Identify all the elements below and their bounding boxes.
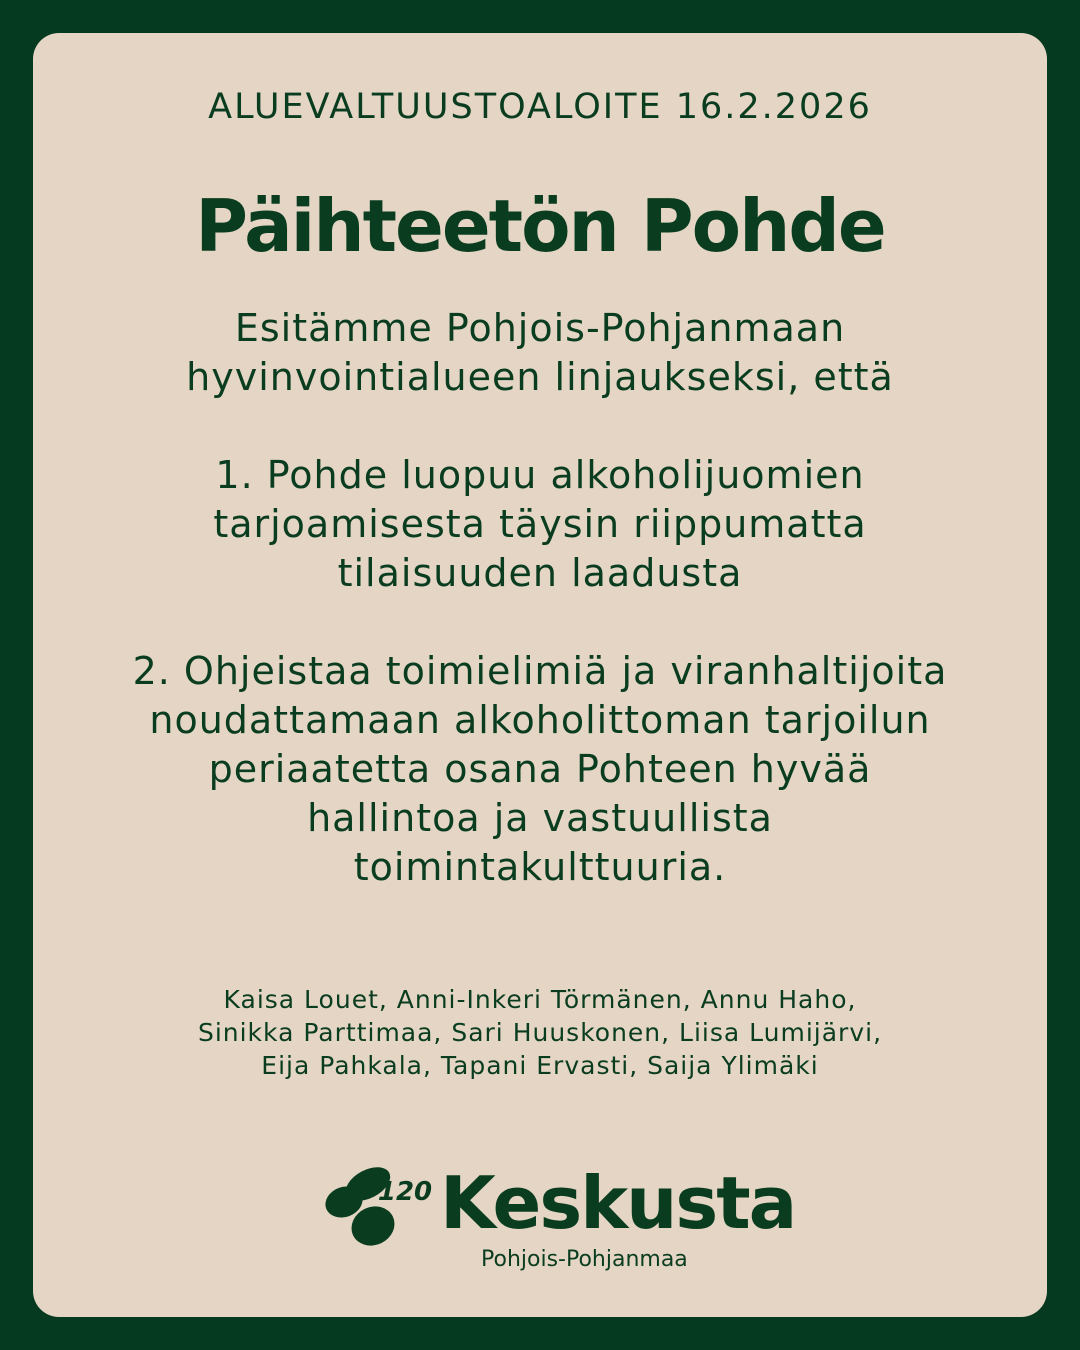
intro-line: hyvinvointialueen linjaukseksi, että — [186, 355, 894, 399]
initiative-date-heading: ALUEVALTUUSTOALOITE 16.2.2026 — [208, 87, 872, 127]
initiative-title: Päihteetön Pohde — [195, 184, 885, 268]
logo-region: Pohjois-Pohjanmaa — [481, 1247, 688, 1272]
keskusta-logo — [323, 1158, 796, 1278]
initiative-card — [33, 33, 1047, 1317]
signers-line: Eija Pahkala, Tapani Ervasti, Saija Ylimäki — [261, 1051, 819, 1080]
clover-leaf-icon — [323, 1160, 433, 1252]
point-line: tilaisuuden laadusta — [337, 551, 743, 595]
point-line: tarjoamisesta täysin riippumatta — [213, 502, 867, 546]
logo-wordmark: Keskusta — [440, 1161, 796, 1245]
signers-list — [33, 983, 1047, 1082]
signers-line: Kaisa Louet, Anni-Inkeri Törmänen, Annu Haho, — [223, 985, 857, 1014]
point-line: noudattamaan alkoholittoman tarjoilun — [149, 698, 931, 742]
intro-paragraph — [33, 304, 1047, 402]
proposal-point-1 — [33, 451, 1047, 598]
point-line: periaatetta osana Pohteen hyvää — [208, 747, 872, 791]
proposal-point-2 — [33, 647, 1047, 892]
intro-line: Esitämme Pohjois-Pohjanmaan — [234, 306, 846, 350]
point-line: 1. Pohde luopuu alkoholijuomien — [215, 453, 865, 497]
point-line: toimintakulttuuria. — [353, 845, 727, 889]
anniversary-badge: 120 — [377, 1177, 433, 1207]
point-line: hallintoa ja vastuullista — [307, 796, 773, 840]
point-line: 2. Ohjeistaa toimielimiä ja viranhaltijoita — [132, 649, 948, 693]
signers-line: Sinikka Parttimaa, Sari Huuskonen, Liisa Lumijärvi, — [197, 1018, 883, 1047]
